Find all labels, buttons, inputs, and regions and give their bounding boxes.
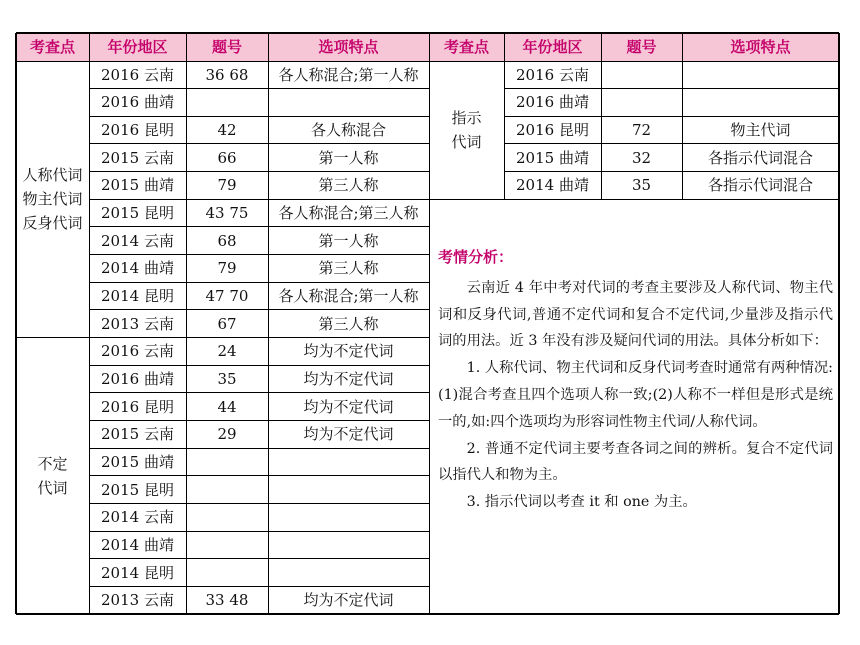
- year-region-cell: 2013 云南: [101, 591, 174, 610]
- header-cell: 题号: [601, 33, 682, 61]
- table-rule: [504, 88, 839, 89]
- table-rule: [89, 171, 429, 172]
- year-region-cell: 2015 曲靖: [516, 148, 589, 167]
- option-feature-cell: 各人称混合;第一人称: [278, 287, 419, 305]
- table-rule: [89, 448, 429, 449]
- category-label: [16, 338, 89, 615]
- table-rule: [89, 309, 429, 310]
- option-feature-cell: [268, 531, 429, 559]
- question-number-cell: 29: [217, 425, 237, 444]
- table-rule: [429, 613, 839, 615]
- question-number-cell: 43 75: [205, 204, 249, 223]
- table-rule: [89, 365, 429, 366]
- analysis-section: [438, 244, 833, 516]
- year-region-cell: 2016 曲靖: [101, 93, 174, 112]
- year-region-cell: 2015 昆明: [101, 480, 174, 499]
- table-rule: [186, 33, 187, 614]
- category-label-line: 代词: [37, 478, 68, 497]
- option-feature-cell: 各人称混合;第三人称: [278, 204, 419, 223]
- category-label-line: 指示: [451, 109, 482, 128]
- year-region-cell: 2016 曲靖: [101, 369, 174, 388]
- year-region-cell: 2015 曲靖: [101, 176, 174, 195]
- option-feature-cell: 各人称混合;第一人称: [278, 65, 419, 84]
- year-region-cell: 2016 云南: [101, 342, 174, 361]
- question-number-cell: 33 48: [205, 591, 249, 610]
- year-region-cell: 2014 昆明: [101, 563, 174, 582]
- option-feature-cell: [268, 476, 429, 504]
- table-rule: [429, 199, 839, 200]
- year-region-cell: 2015 云南: [101, 148, 174, 167]
- year-region-cell: 2014 云南: [101, 508, 174, 527]
- option-feature-cell: [268, 503, 429, 531]
- option-feature-cell: 第三人称: [318, 176, 379, 195]
- category-label: [16, 61, 89, 338]
- table-rule: [16, 32, 839, 34]
- analysis-title: 考情分析：: [438, 248, 514, 266]
- option-feature-cell: 第三人称: [318, 314, 379, 333]
- table-rule: [89, 531, 429, 532]
- option-feature-cell: [682, 61, 839, 89]
- table-rule: [89, 143, 429, 144]
- table-rule: [429, 33, 430, 614]
- option-feature-cell: 均为不定代词: [303, 397, 394, 416]
- year-region-cell: 2016 云南: [101, 65, 174, 84]
- year-region-cell: 2016 曲靖: [516, 93, 589, 112]
- table-rule: [15, 33, 17, 614]
- option-feature-cell: 均为不定代词: [303, 369, 394, 388]
- question-number-cell: 32: [631, 148, 652, 167]
- table-rule: [89, 226, 429, 227]
- question-number-cell: [186, 448, 268, 476]
- category-label-line: 人称代词: [22, 166, 83, 185]
- table-rule: [16, 613, 429, 615]
- category-label-line: 物主代词: [22, 190, 83, 209]
- table-rule: [601, 33, 602, 199]
- table-rule: [682, 33, 683, 199]
- category-label: [429, 61, 504, 199]
- table-rule: [89, 586, 429, 587]
- question-number-cell: 72: [631, 121, 652, 140]
- option-feature-cell: 均为不定代词: [303, 425, 394, 444]
- year-region-cell: 2016 昆明: [101, 121, 174, 140]
- table-rule: [89, 392, 429, 393]
- question-number-cell: 68: [217, 231, 237, 250]
- year-region-cell: 2015 云南: [101, 425, 174, 444]
- question-number-cell: [186, 89, 268, 117]
- question-number-cell: 66: [217, 148, 237, 167]
- header-cell: 选项特点: [682, 33, 839, 61]
- table-rule: [89, 199, 429, 200]
- question-number-cell: 35: [631, 176, 652, 195]
- table-rule: [89, 558, 429, 559]
- table-rule: [89, 116, 429, 117]
- table-rule: [89, 254, 429, 255]
- option-feature-cell: [268, 559, 429, 587]
- analysis-paragraph-intro: 云南近 4 年中考对代词的考查主要涉及人称代词、物主代词和反身代词,普通不定代词和复合不定代词,少量涉及指示代词的用法。近 3 年没有涉及疑问代词的用法。具体分析如下：: [438, 279, 833, 350]
- question-number-cell: 42: [217, 121, 237, 140]
- option-feature-cell: 第三人称: [318, 259, 379, 278]
- option-feature-cell: 第一人称: [318, 231, 379, 250]
- question-number-cell: [601, 61, 682, 89]
- year-region-cell: 2014 曲靖: [101, 259, 174, 278]
- question-number-cell: 79: [217, 176, 237, 195]
- category-label-line: 代词: [451, 133, 482, 152]
- category-label-line: 反身代词: [22, 214, 83, 233]
- option-feature-cell: 各指示代词混合: [707, 148, 813, 167]
- year-region-cell: 2015 曲靖: [101, 452, 174, 471]
- option-feature-cell: 各人称混合: [310, 121, 386, 140]
- option-feature-cell: [682, 89, 839, 117]
- table-rule: [89, 88, 429, 89]
- table-rule: [16, 337, 429, 338]
- table-rule: [504, 33, 505, 199]
- table-rule: [89, 33, 90, 614]
- year-region-cell: 2016 昆明: [516, 121, 589, 140]
- table-rule: [838, 33, 840, 614]
- category-label-line: 不定: [37, 454, 68, 473]
- option-feature-cell: [268, 89, 429, 117]
- option-feature-cell: 均为不定代词: [303, 591, 394, 610]
- header-cell: 选项特点: [268, 33, 429, 61]
- table-rule: [89, 475, 429, 476]
- table-rule: [268, 33, 269, 614]
- year-region-cell: 2014 曲靖: [101, 535, 174, 554]
- table-rule: [89, 282, 429, 283]
- option-feature-cell: 物主代词: [730, 121, 791, 140]
- table-rule: [504, 116, 839, 117]
- year-region-cell: 2014 曲靖: [516, 176, 589, 195]
- question-number-cell: 24: [217, 342, 237, 361]
- option-feature-cell: [268, 448, 429, 476]
- table-rule: [16, 61, 839, 62]
- question-number-cell: 67: [217, 314, 237, 333]
- option-feature-cell: 均为不定代词: [303, 342, 394, 361]
- question-number-cell: 35: [217, 369, 237, 388]
- table-rule: [504, 171, 839, 172]
- question-number-cell: 79: [217, 259, 237, 278]
- header-cell: 考查点: [429, 33, 504, 61]
- table-rule: [89, 420, 429, 421]
- header-cell: 年份地区: [504, 33, 601, 61]
- question-number-cell: [186, 476, 268, 504]
- analysis-paragraph-2: 2. 普通不定代词主要考查各词之间的辨析。复合不定代词以指代人和物为主。: [438, 440, 833, 484]
- analysis-paragraph-1: 1. 人称代词、物主代词和反身代词考查时通常有两种情况:(1)混合考查且四个选项人称一致;(2)人称不一样但是形式是统一的,如:四个选项均为形容词性物主代词/人称代词。: [438, 360, 833, 430]
- option-feature-cell: 各指示代词混合: [707, 176, 813, 195]
- year-region-cell: 2016 云南: [516, 65, 589, 84]
- year-region-cell: 2014 昆明: [101, 287, 174, 305]
- question-number-cell: 47 70: [205, 287, 249, 305]
- header-cell: 题号: [186, 33, 268, 61]
- year-region-cell: 2014 云南: [101, 231, 174, 250]
- year-region-cell: 2013 云南: [101, 314, 174, 333]
- analysis-paragraph-3: 3. 指示代词以考查 it 和 one 为主。: [466, 494, 697, 511]
- question-number-cell: [186, 531, 268, 559]
- header-cell: 考查点: [16, 33, 89, 61]
- year-region-cell: 2015 昆明: [101, 204, 174, 223]
- question-number-cell: 36 68: [205, 65, 249, 84]
- question-number-cell: [601, 89, 682, 117]
- table-rule: [89, 503, 429, 504]
- year-region-cell: 2016 昆明: [101, 397, 174, 416]
- table-rule: [504, 143, 839, 144]
- question-number-cell: 44: [217, 397, 237, 416]
- question-number-cell: [186, 559, 268, 587]
- option-feature-cell: 第一人称: [318, 148, 379, 167]
- question-number-cell: [186, 503, 268, 531]
- header-cell: 年份地区: [89, 33, 186, 61]
